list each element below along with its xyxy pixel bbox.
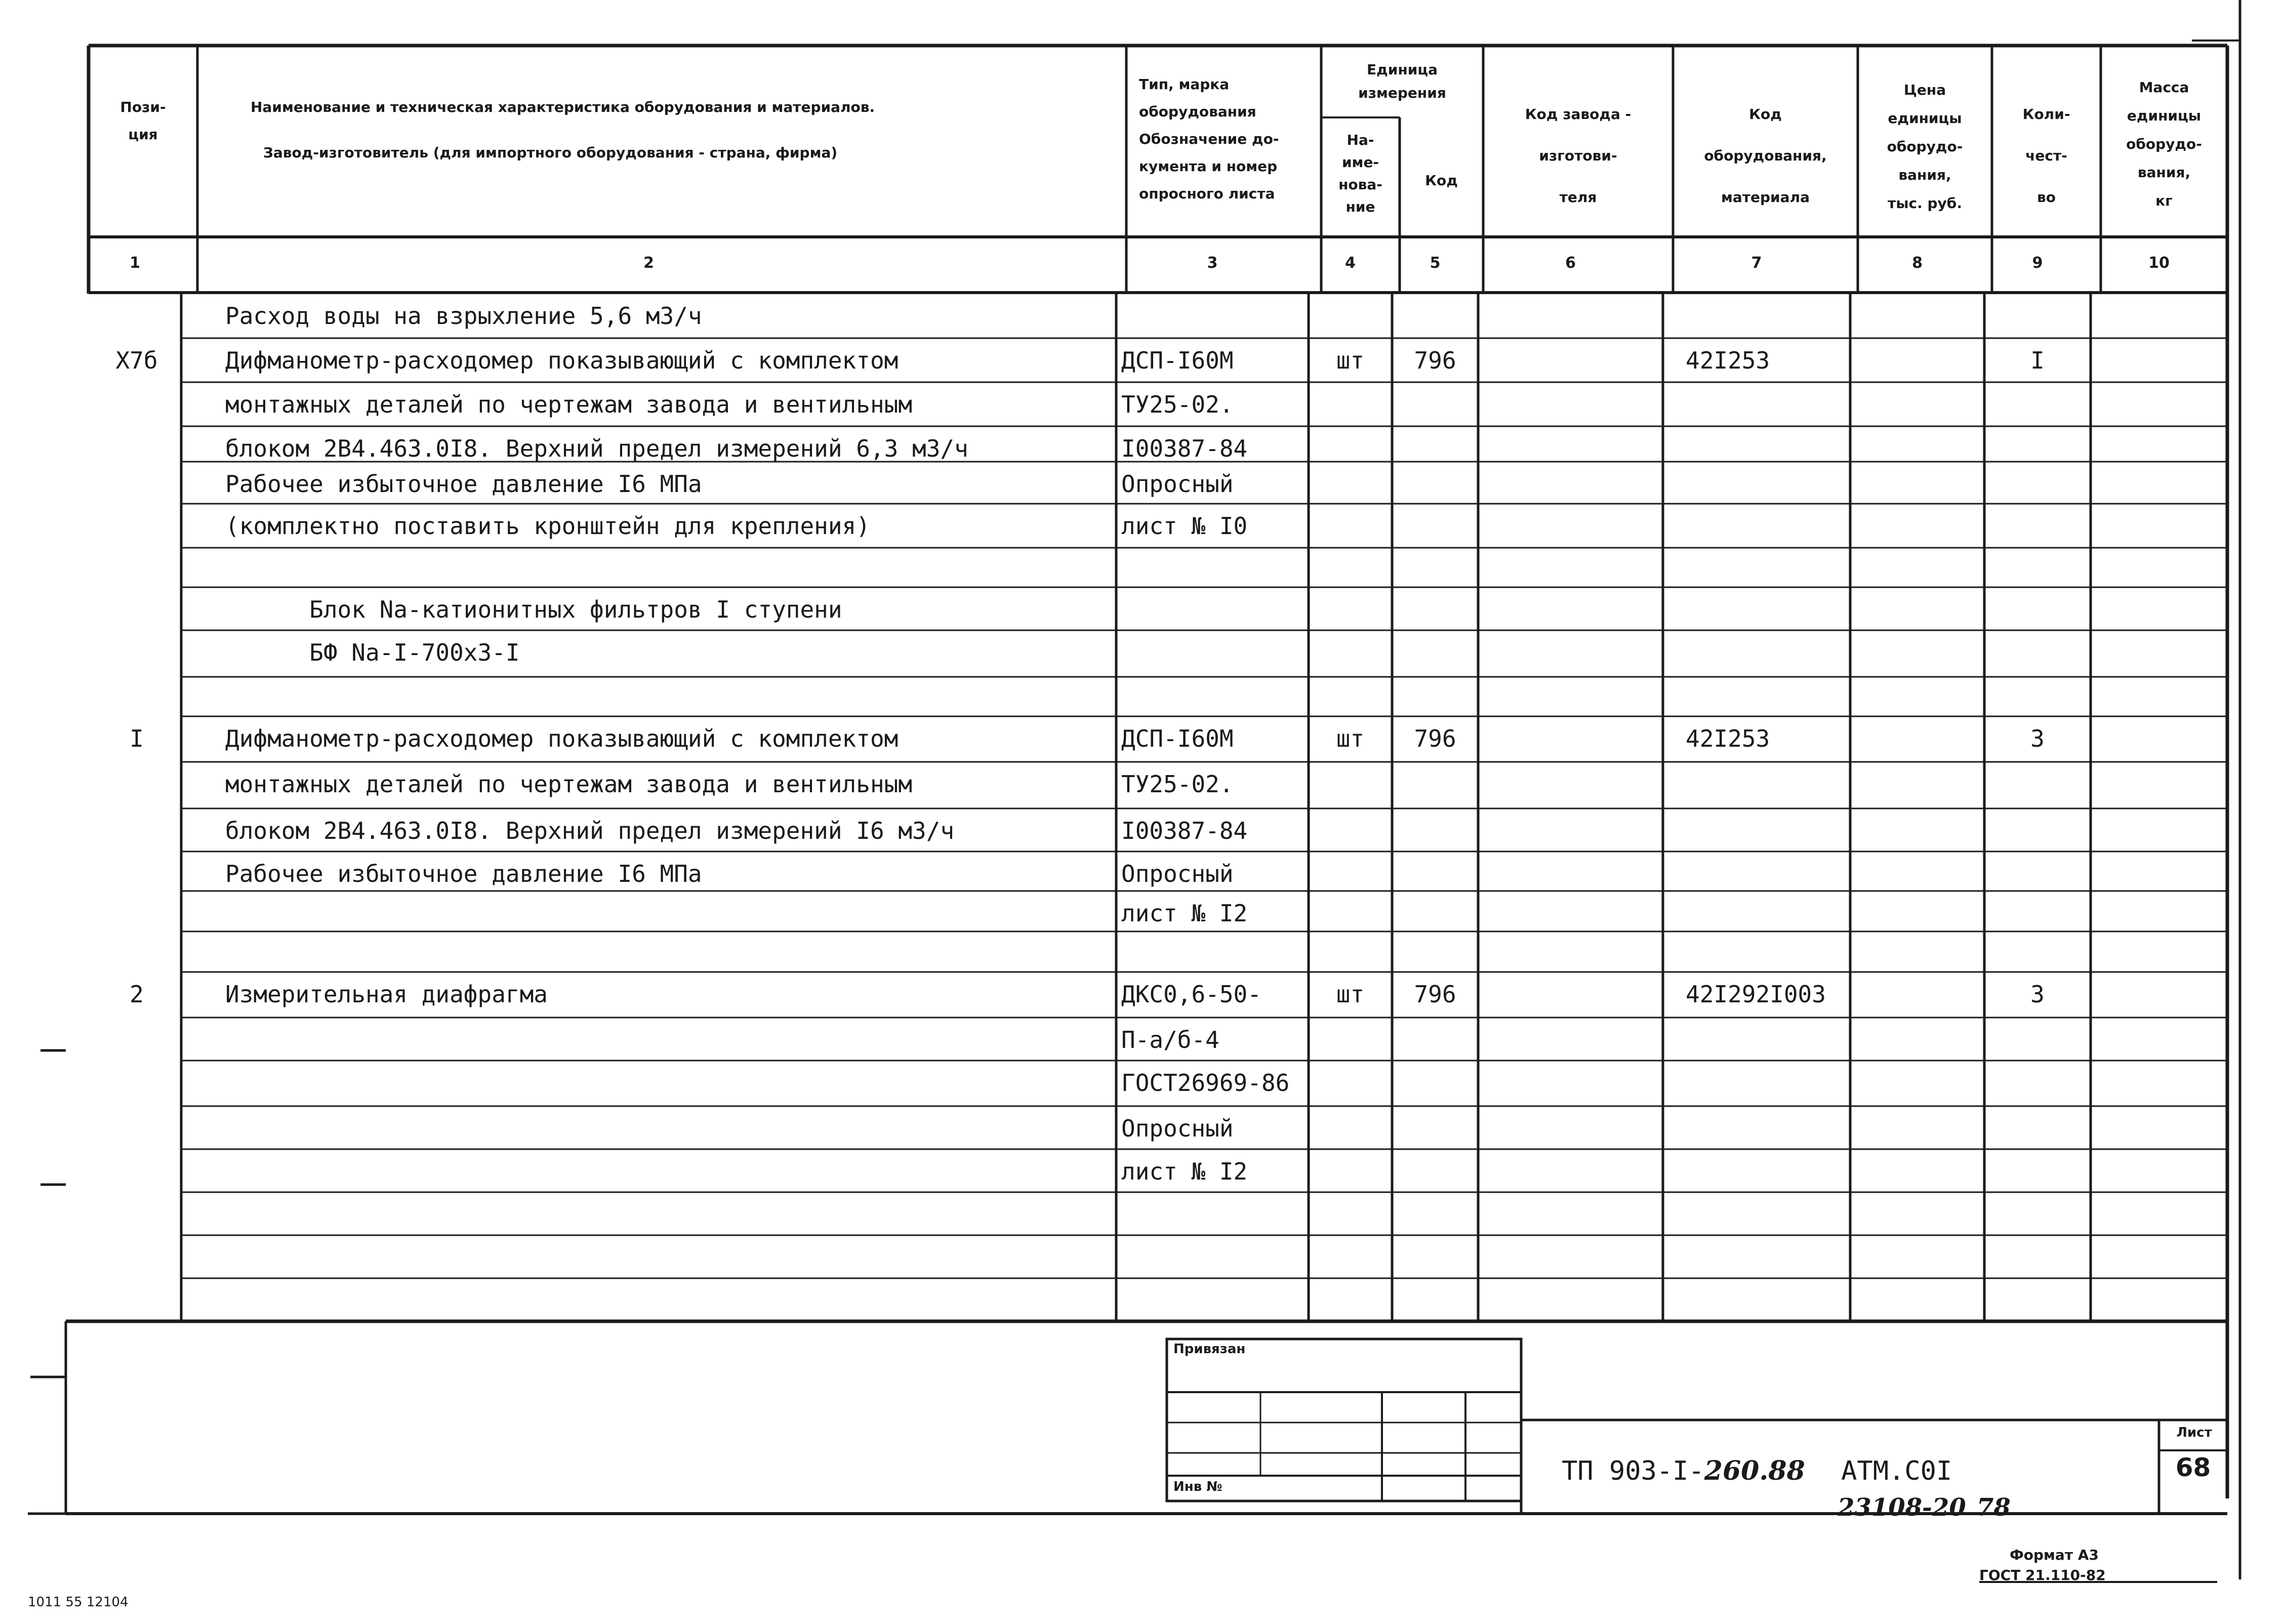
document-code-suffix: АТМ.С0I <box>1841 1456 1952 1486</box>
column-number-6: 6 <box>1565 254 1576 272</box>
header-quantity: Коли- чест- во <box>2022 106 2070 206</box>
row-11-type: ТУ25-02. <box>1121 770 1234 798</box>
row-10-name: Дифманометр-расходомер показывающий с комплектом <box>225 725 899 752</box>
column-number-9: 9 <box>2032 254 2043 272</box>
stamp-inventory-label: Инв № <box>1173 1479 1222 1494</box>
print-footer: 1011 55 12104 <box>28 1595 129 1610</box>
row-12-type: I00387-84 <box>1121 817 1248 844</box>
document-code-prefix: ТП 903-I- <box>1562 1456 1704 1486</box>
row-1-name: Дифманометр-расходомер показывающий с комплектом <box>225 347 899 374</box>
row-16-equip-code: 42I292I003 <box>1686 981 1826 1008</box>
column-number-3: 3 <box>1207 254 1218 272</box>
row-13-type: Опросный <box>1121 860 1234 887</box>
header-equipment-code: Код оборудования, материала <box>1704 106 1827 206</box>
row-16-unit: шт <box>1336 981 1365 1008</box>
row-11-name: монтажных деталей по чертежам завода и вентильным <box>225 770 913 798</box>
row-10-unit-code: 796 <box>1414 725 1456 752</box>
sheet-number: 68 <box>2175 1453 2211 1482</box>
header-name-line1: Наименование и техническая характеристика оборудования и материалов. <box>251 99 875 115</box>
column-number-5: 5 <box>1430 254 1441 272</box>
row-16-unit-code: 796 <box>1414 981 1456 1008</box>
row-7-name: Блок Na-катионитных фильтров I ступени <box>225 596 842 623</box>
row-16-qty: 3 <box>2030 981 2045 1008</box>
row-19-type: Опросный <box>1121 1115 1234 1142</box>
row-10-qty: 3 <box>2030 725 2045 752</box>
row-10-unit: шт <box>1336 725 1365 752</box>
row-16-pos: 2 <box>130 981 144 1008</box>
column-number-10: 10 <box>2148 254 2170 272</box>
row-3-type: I00387-84 <box>1121 435 1248 462</box>
header-manufacturer-code: Код завода - изготови- теля <box>1525 106 1632 206</box>
column-number-7: 7 <box>1751 254 1762 272</box>
row-5-type: лист № I0 <box>1121 512 1248 540</box>
row-1-pos: Х7б <box>115 347 158 374</box>
row-4-name: Рабочее избыточное давление I6 МПа <box>225 470 702 498</box>
row-10-pos: I <box>130 725 144 752</box>
header-unit-group: Единица измерения <box>1358 61 1446 101</box>
row-2-name: монтажных деталей по чертежам завода и вентильным <box>225 391 913 418</box>
header-unit-name: На- име- нова- ние <box>1338 132 1382 215</box>
column-number-1: 1 <box>130 254 140 272</box>
archive-page: 78 <box>1977 1493 2011 1522</box>
row-3-name: блоком 2В4.463.0I8. Верхний предел измерений 6,3 м3/ч <box>225 435 968 462</box>
header-unit-code: Код <box>1425 172 1458 189</box>
header-type: Тип, марка оборудования Обозначение до- кумента и номер опросного листа <box>1139 76 1279 202</box>
row-0-name: Расход воды на взрыхление 5,6 м3/ч <box>225 302 702 330</box>
stamp-tied-label: Привязан <box>1173 1342 1246 1357</box>
format-label: Формат А3 <box>2010 1547 2099 1563</box>
sheet-label: Лист <box>2176 1425 2212 1440</box>
column-number-4: 4 <box>1345 254 1356 272</box>
gost-label: ГОСТ 21.110-82 <box>1979 1567 2106 1584</box>
row-16-type: ДКС0,6-50- <box>1121 981 1261 1008</box>
row-5-name: (комплектно поставить кронштейн для крепления) <box>225 512 870 540</box>
row-16-name: Измерительная диафрагма <box>225 981 548 1008</box>
archive-number: 23108-20 <box>1838 1493 1966 1522</box>
row-13-name: Рабочее избыточное давление I6 МПа <box>225 860 702 887</box>
column-number-2: 2 <box>643 254 654 272</box>
row-1-unit: шт <box>1336 347 1365 374</box>
header-unit-mass: Масса единицы оборудо- вания, кг <box>2126 79 2202 209</box>
header-position: Пози- ция <box>120 99 166 143</box>
row-10-equip-code: 42I253 <box>1686 725 1770 752</box>
row-10-type: ДСП-I60М <box>1121 725 1234 752</box>
row-12-name: блоком 2В4.463.0I8. Верхний предел измерений I6 м3/ч <box>225 817 955 844</box>
column-number-8: 8 <box>1912 254 1923 272</box>
row-14-type: лист № I2 <box>1121 900 1248 927</box>
row-1-qty: I <box>2030 347 2045 374</box>
row-8-name: БФ Na-I-700х3-I <box>225 639 520 666</box>
header-unit-price: Цена единицы оборудо- вания, тыс. руб. <box>1887 82 1963 212</box>
document-code-handwritten: 260.88 <box>1704 1455 1805 1486</box>
row-18-type: ГОСТ26969-86 <box>1121 1069 1290 1097</box>
row-20-type: лист № I2 <box>1121 1158 1248 1185</box>
header-name-line2: Завод-изготовитель (для импортного оборудования - страна, фирма) <box>263 144 838 161</box>
row-1-type: ДСП-I60М <box>1121 347 1234 374</box>
row-1-equip-code: 42I253 <box>1686 347 1770 374</box>
document-code <box>1562 1455 1952 1486</box>
row-4-type: Опросный <box>1121 470 1234 498</box>
row-1-unit-code: 796 <box>1414 347 1456 374</box>
row-2-type: ТУ25-02. <box>1121 391 1234 418</box>
row-17-type: П-а/б-4 <box>1121 1026 1219 1053</box>
